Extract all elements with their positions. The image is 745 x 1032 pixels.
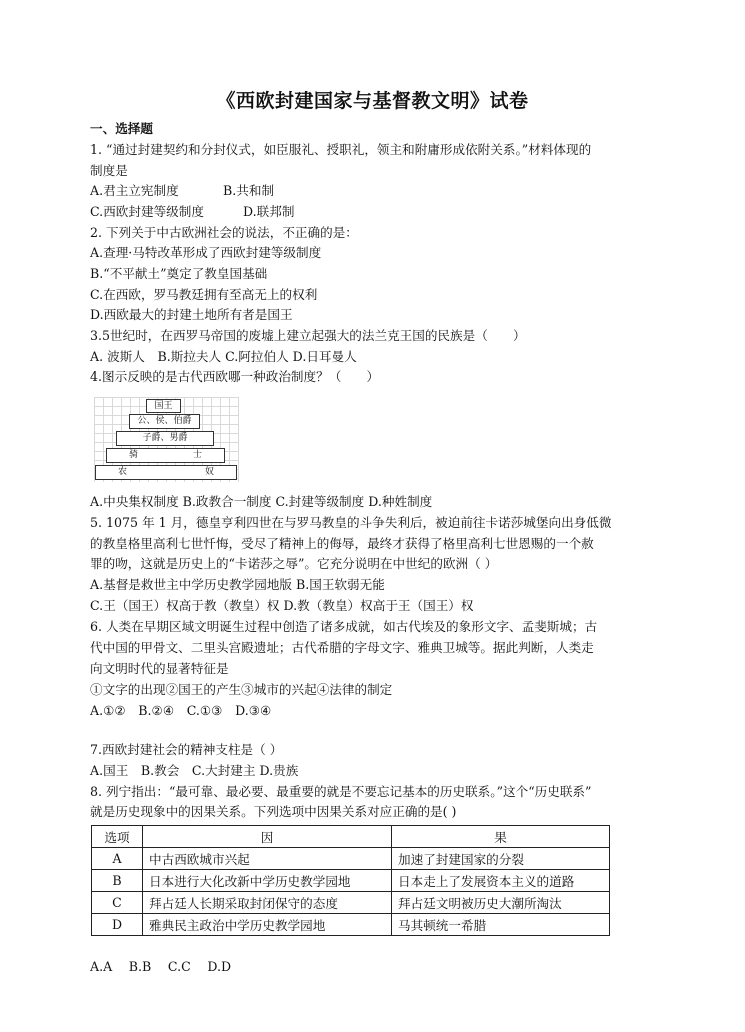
pyramid-tier-dukes [129, 414, 200, 429]
q2-stem: 2. 下列关于中古欧洲社会的说法，不正确的是： [90, 225, 358, 240]
pyramid-tier-knights-right: 士 [192, 450, 202, 460]
q1-option-d: D.联邦制 [243, 204, 295, 219]
cause-effect-table [91, 825, 610, 936]
pyramid-tier-viscounts [116, 431, 214, 446]
q6-stem-line3: 向文明时代的显著特征是 [90, 661, 229, 676]
page-title: 《西欧封建国家与基督教文明》试卷 [216, 90, 529, 112]
q1-stem-line2: 制度是 [90, 163, 128, 178]
table-cell: B [92, 870, 143, 892]
table-header-effect: 果 [392, 826, 610, 848]
q6-stem-line1: 6. 人类在早期区域文明诞生过程中创造了诸多成就，如古代埃及的象形文字、孟斐斯城；古 [90, 619, 598, 634]
table-cell: D [92, 914, 143, 936]
table-cell: C [92, 892, 143, 914]
q8-stem-line2: 就是历史现象中的因果关系。下列选项中因果关系对应正确的是( ) [90, 804, 457, 819]
pyramid-tier-knights-left: 骑 [129, 450, 139, 460]
table-cell: 拜占廷人长期采取封闭保守的态度 [143, 892, 392, 914]
feudal-hierarchy-pyramid [94, 397, 239, 482]
q5-options-ab: A.基督是救世主中学历史教学园地版 B.国王软弱无能 [90, 577, 385, 592]
q6-options: A.①② B.②④ C.①③ D.③④ [90, 703, 272, 718]
table-cell: 拜占廷文明被历史大潮所淘汰 [392, 892, 610, 914]
table-header-cause: 因 [143, 826, 392, 848]
q2-option-d: D.西欧最大的封建土地所有者是国王 [90, 307, 293, 322]
q2-option-b: B.“不平献土”奠定了教皇国基础 [90, 266, 268, 281]
q1-option-a: A.君主立宪制度 [90, 183, 179, 198]
pyramid-tier-knights [106, 448, 225, 463]
table-cell: 中古西欧城市兴起 [143, 848, 392, 870]
table-header-option: 选项 [92, 826, 143, 848]
pyramid-tier-king-label: 国王 [154, 401, 173, 411]
q8-options: A.A B.B C.C D.D [90, 959, 232, 974]
table-cell: 雅典民主政治中学历史教学园地 [143, 914, 392, 936]
q4-stem: 4.图示反映的是古代西欧哪一种政治制度？（ ） [90, 369, 380, 384]
table-cell: 日本进行大化改新中学历史教学园地 [143, 870, 392, 892]
q1-stem-line1: 1. “通过封建契约和分封仪式，如臣服礼、授职礼，领主和附庸形成依附关系。”材料体现的 [90, 142, 592, 157]
pyramid-tier-dukes-label: 公、侯、伯爵 [137, 416, 192, 426]
section-heading: 一、选择题 [90, 121, 153, 136]
pyramid-tier-viscounts-label: 子爵、男爵 [142, 433, 188, 443]
q5-options-cd: C.王（国王）权高于教（教皇）权 D.教（教皇）权高于王（国王）权 [90, 598, 474, 613]
q4-options: A.中央集权制度 B.政教合一制度 C.封建等级制度 D.种姓制度 [90, 494, 433, 509]
table-row [92, 914, 610, 936]
pyramid-tier-serfs-right: 奴 [204, 467, 214, 477]
q7-options: A.国王 B.教会 C.大封建主 D.贵族 [90, 763, 299, 778]
table-cell: 马其顿统一希腊 [392, 914, 610, 936]
pyramid-tier-serfs-left: 农 [118, 467, 128, 477]
q1-option-b: B.共和制 [223, 183, 275, 198]
pyramid-tier-king [146, 399, 181, 413]
table-cell: A [92, 848, 143, 870]
q6-items: ①文字的出现②国王的产生③城市的兴起④法律的制定 [90, 682, 393, 697]
q7-stem: 7.西欧封建社会的精神支柱是（ ） [90, 742, 283, 757]
q2-option-c: C.在西欧，罗马教廷拥有至高无上的权利 [90, 287, 318, 302]
q5-stem-line1: 5. 1075 年 1 月，德皇亨利四世在与罗马教皇的斗争失利后，被迫前往卡诺莎城堡向出身低微 [90, 515, 612, 530]
table-row [92, 870, 610, 892]
q5-stem-line2: 的教皇格里高利七世忏悔，受尽了精神上的侮辱，最终才获得了格里高利七世恩赐的一个赦 [90, 536, 594, 551]
table-cell: 加速了封建国家的分裂 [392, 848, 610, 870]
q3-options: A. 波斯人 B.斯拉夫人 C.阿拉伯人 D.日耳曼人 [90, 349, 357, 364]
q5-stem-line3: 罪的吻，这就是历史上的“卡诺莎之辱”。它充分说明在中世纪的欧洲（ ） [90, 556, 498, 571]
q6-stem-line2: 代中国的甲骨文、二里头宫殿遗址；古代希腊的字母文字、雅典卫城等。据此判断，人类走 [90, 640, 594, 655]
table-header-row [92, 826, 610, 848]
table-cell: 日本走上了发展资本主义的道路 [392, 870, 610, 892]
q2-option-a: A.查理·马特改革形成了西欧封建等级制度 [90, 245, 322, 260]
table-row [92, 848, 610, 870]
q8-stem-line1: 8. 列宁指出：“最可靠、最必要、最重要的就是不要忘记基本的历史联系。”这个“历史联系” [90, 784, 592, 799]
q3-stem: 3.5世纪时，在西罗马帝国的废墟上建立起强大的法兰克王国的民族是（ ） [90, 328, 526, 343]
table-row [92, 892, 610, 914]
q1-option-c: C.西欧封建等级制度 [90, 204, 204, 219]
pyramid-tier-serfs [95, 465, 237, 480]
